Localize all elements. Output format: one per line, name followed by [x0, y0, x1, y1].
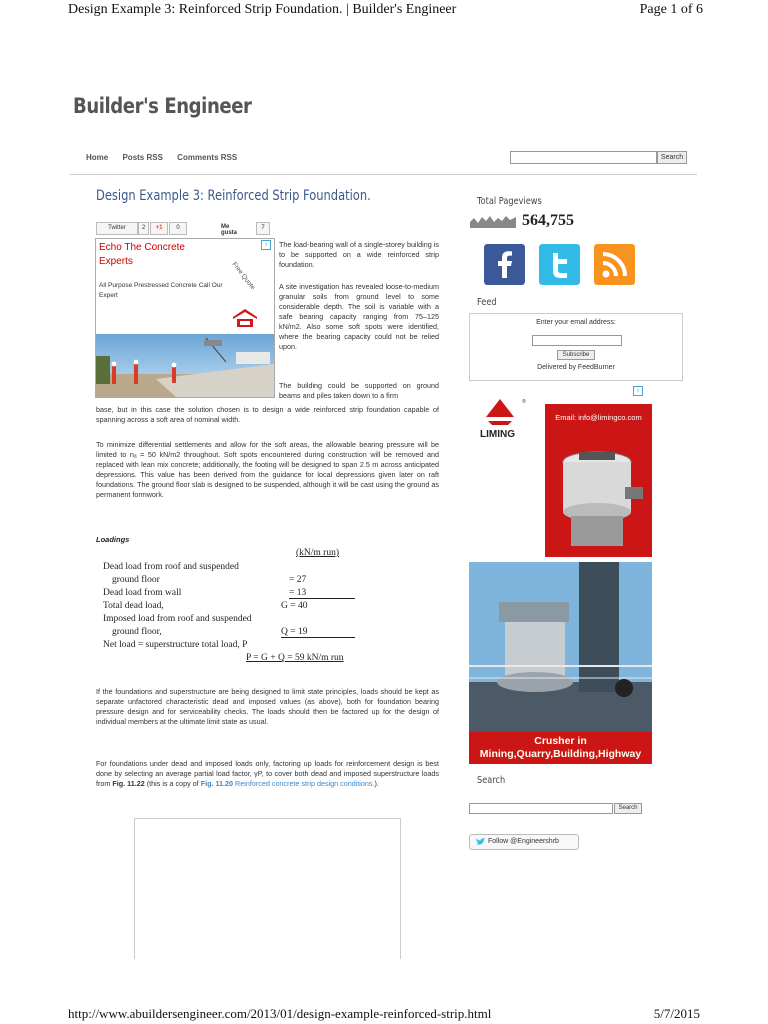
loadings-value: = 13 — [289, 588, 355, 599]
ad-info-icon[interactable]: i — [633, 386, 643, 396]
loadings-value: G = 40 — [281, 601, 308, 611]
top-search-button[interactable]: Search — [657, 151, 687, 164]
loadings-value: Q = 19 — [281, 627, 355, 638]
gplus-button[interactable]: +1 — [150, 222, 168, 235]
loadings-row: Net load = superstructure total load, P — [103, 640, 248, 650]
loadings-row: Imposed load from roof and suspended — [103, 614, 252, 624]
print-footer — [68, 1006, 700, 1022]
twitter-share-button[interactable] — [96, 222, 138, 235]
liming-logo[interactable] — [478, 395, 528, 439]
paragraph-site-investigation: A site investigation has revealed loose-to-medium granular soils from ground level to some considerable depth. The soil is variable with a safe bearing capacity ranging from 75–125 kN/m2. Also some soft spots were identified, where the bearing capacity could not be relied upon. — [279, 282, 439, 351]
concrete-ad[interactable] — [95, 238, 275, 398]
nav-divider — [70, 174, 697, 175]
svg-text:®: ® — [522, 399, 526, 405]
pageviews-sparkline — [470, 212, 516, 228]
loadings-unit: (kN/m run) — [296, 548, 340, 558]
loadings-heading: Loadings — [96, 535, 130, 544]
feed-subscribe-box — [469, 313, 683, 381]
ad-title[interactable]: Echo The Concrete Experts — [99, 242, 185, 267]
strip-design-link[interactable]: Reinforced concrete strip design conditions. — [233, 779, 375, 788]
print-footer-date: 5/7/2015 — [653, 1006, 700, 1021]
loadings-row: Dead load from roof and suspended — [103, 562, 239, 572]
loadings-row: Dead load from wall — [103, 588, 182, 598]
figure-frame — [134, 818, 401, 959]
sidebar-search-title: Search — [477, 775, 506, 786]
ad-info-icon[interactable]: i — [261, 240, 271, 250]
paragraph-settlements: To minimize differential settlements and allow for the soft areas, the allowable bearing pressure will be limited to nₐ = 50 kN/m2 throughout. Soft spots encountered during construction will be removed and replaced with lean mix concrete; additionally, the footing will be designed to span 2.5 m across anticipated depressions. This value has been derived from the guidance for local depressions given later on raft foundations. The ground floor slab is designed to be suspended, although it will be cast using the ground as permanent formwork. — [96, 440, 439, 499]
feed-email-input[interactable] — [532, 335, 622, 346]
print-header-title: Design Example 3: Reinforced Strip Foundation. | Builder's Engineer — [68, 2, 457, 17]
follow-label: Follow @Engineershrb — [488, 838, 559, 845]
paragraph-partial-factor — [96, 759, 439, 789]
paragraph-text: For foundations under dead and imposed loads only, factoring up loads for reinforcement design is best done by selecting an average partial load factor, γP, to cover both dead and imposed superstructure loads from — [96, 759, 439, 788]
ad-banner[interactable]: Crusher in Mining,Quarry,Building,Highway — [469, 732, 652, 764]
top-search-input[interactable] — [510, 151, 657, 164]
site-title[interactable]: Builder's Engineer — [73, 94, 252, 118]
ad-free-quote[interactable]: Free Quote — [230, 261, 257, 292]
twitter-label: Twitter — [108, 225, 126, 231]
sidebar-search-button[interactable]: Search — [614, 803, 642, 814]
like-count: 7 — [256, 222, 270, 235]
loadings-row: Total dead load, — [103, 601, 164, 611]
print-page-label: Page 1 of 6 — [639, 2, 703, 17]
crusher-plant-image — [469, 562, 652, 732]
ad-subtitle: All Purpose Prestressed Concrete Call Our Expert — [99, 282, 223, 299]
paragraph-limit-state: If the foundations and superstructure are being designed to limit state principles, loads should be kept as separate unfactored characteristic dead and imposed values (as above), both for foundation bearing pressure design and for serviceability checks. The loads should then be factored up for the design of individual members at the ultimate limit state as usual. — [96, 687, 439, 726]
pageviews-title: Total Pageviews — [477, 196, 542, 207]
nav-home[interactable]: Home — [86, 153, 109, 162]
feedburner-credit: Delivered by FeedBurner — [537, 364, 615, 371]
gplus-count: 0 — [169, 222, 187, 235]
print-header — [68, 0, 703, 22]
twitter-icon[interactable] — [539, 244, 580, 285]
loadings-total: P = G + Q = 59 kN/m run — [246, 653, 344, 663]
fig-ref-link[interactable]: Fig. 11.22 — [112, 779, 145, 788]
nav-posts-rss[interactable]: Posts RSS — [122, 153, 163, 162]
print-footer-url: http://www.abuildersengineer.com/2013/01/design-example-reinforced-strip.html — [68, 1006, 492, 1021]
pageviews-count: 564,755 — [522, 212, 574, 229]
like-button[interactable]: Me gusta — [221, 224, 238, 236]
twitter-count: 2 — [138, 222, 149, 235]
loadings-row: ground floor, — [112, 627, 162, 637]
subscribe-button[interactable]: Subscribe — [557, 350, 595, 360]
loadings-value: = 27 — [289, 575, 307, 585]
nav-comments-rss[interactable]: Comments RSS — [177, 153, 238, 162]
paragraph-support-cont: base, but in this case the solution chosen is to design a wide reinforced strip foundation capable of spanning across a soft area of nominal width. — [96, 405, 439, 424]
feed-email-label: Enter your email address: — [536, 319, 616, 326]
paragraph-intro: The load-bearing wall of a single-storey building is to be supported on a wide reinforced strip foundation. — [279, 240, 439, 269]
cone-crusher-image — [545, 432, 652, 557]
fig-ref-link[interactable]: Fig. 11.20 — [200, 779, 234, 788]
sidebar-search-input[interactable] — [469, 803, 613, 814]
post-title[interactable]: Design Example 3: Reinforced Strip Foundation. — [96, 188, 371, 204]
house-logo-icon — [230, 307, 260, 329]
ad-email[interactable]: Email: info@limingco.com — [545, 404, 652, 432]
feed-title: Feed — [477, 297, 497, 308]
paragraph-text: (this is a copy of — [144, 779, 201, 788]
construction-photo — [96, 334, 274, 397]
paragraph-text: ). — [374, 779, 379, 788]
rss-icon[interactable] — [594, 244, 635, 285]
twitter-bird-icon — [476, 838, 486, 846]
loadings-row: ground floor — [112, 575, 160, 585]
facebook-icon[interactable] — [484, 244, 525, 285]
paragraph-support: The building could be supported on ground beams and piles taken down to a firm — [279, 381, 439, 400]
top-nav — [86, 153, 249, 162]
twitter-follow-button[interactable] — [469, 834, 579, 850]
liming-brand: LIMING — [480, 429, 515, 439]
